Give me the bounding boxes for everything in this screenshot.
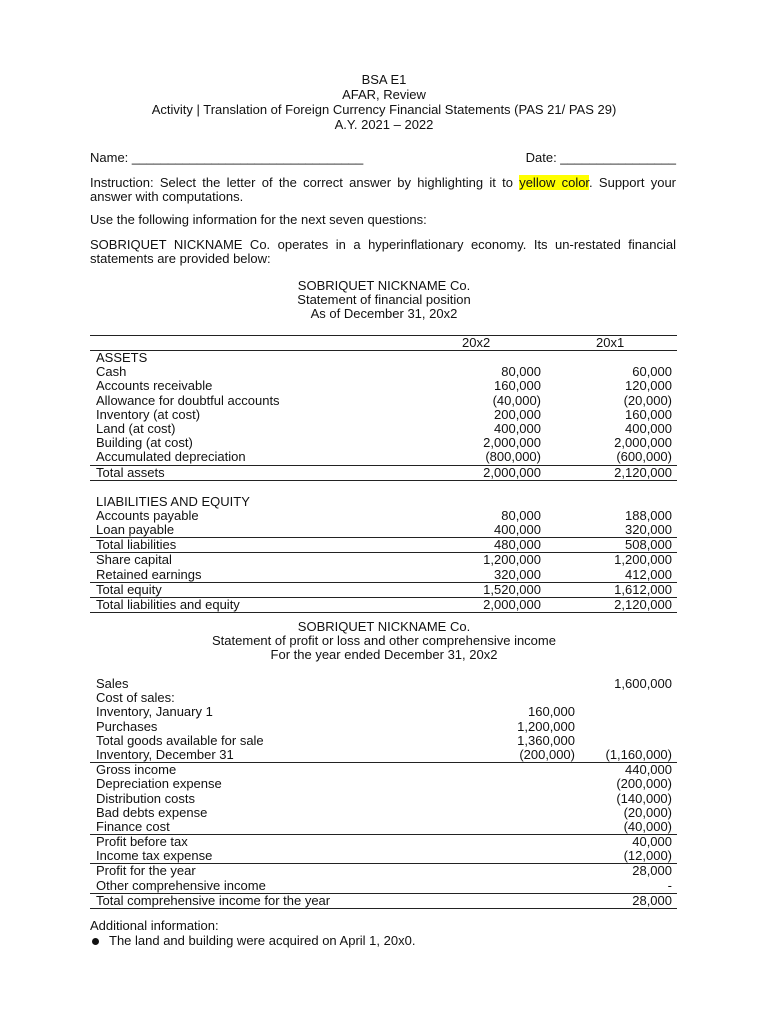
- row-label: Distribution costs: [96, 790, 195, 806]
- table-row: [90, 582, 677, 598]
- value-col1: 2,000,000: [483, 597, 541, 612]
- row-label: Total goods available for sale: [96, 732, 264, 748]
- table-row: [90, 677, 677, 691]
- sfp-date: As of December 31, 20x2: [310, 306, 458, 321]
- use-info-text: Use the following information for the next seven questions:: [90, 212, 427, 227]
- row-label: Share capital: [96, 552, 172, 568]
- value-col2: 1,200,000: [614, 552, 672, 568]
- table-row: [90, 792, 677, 806]
- value-col2: 1,600,000: [614, 676, 672, 691]
- value-col2: 120,000: [625, 378, 672, 394]
- table-row: [90, 394, 677, 408]
- table-row: [90, 523, 677, 537]
- table-row: [90, 465, 677, 481]
- value-col1: 80,000: [501, 507, 541, 523]
- liab-heading: LIABILITIES AND EQUITY: [96, 493, 250, 509]
- row-label: Allowance for doubtful accounts: [96, 392, 280, 408]
- name-date-row: [90, 151, 676, 165]
- table-row: [90, 777, 677, 791]
- table-row: [90, 408, 677, 422]
- value-col2: 188,000: [625, 507, 672, 523]
- table-row: [90, 864, 677, 878]
- value-col1: 480,000: [494, 537, 541, 553]
- row-label: Total comprehensive income for the year: [96, 892, 331, 908]
- row-label: Profit for the year: [96, 863, 196, 879]
- table-row: [90, 553, 677, 567]
- instruction: [90, 176, 676, 204]
- sfp-title: Statement of financial position: [297, 292, 471, 307]
- value-col2: (12,000): [623, 848, 672, 864]
- row-label: Building (at cost): [96, 435, 193, 451]
- value-col2: 412,000: [625, 566, 672, 582]
- table-row: [90, 422, 677, 436]
- table-row: [90, 379, 677, 393]
- value-col1: 200,000: [494, 406, 541, 422]
- pl-date: For the year ended December 31, 20x2: [270, 647, 498, 662]
- value-col2: 400,000: [625, 420, 672, 436]
- value-col1: 320,000: [494, 566, 541, 582]
- sfp-company: SOBRIQUET NICKNAME Co.: [297, 278, 471, 293]
- table-row: [90, 893, 677, 909]
- table-row: [90, 806, 677, 820]
- value-col2: (140,000): [616, 790, 672, 806]
- value-col1: 2,000,000: [483, 464, 541, 480]
- value-col1: 1,200,000: [517, 718, 575, 734]
- assets-heading: ASSETS: [96, 350, 148, 365]
- value-col2: 440,000: [625, 762, 672, 778]
- value-col1: (800,000): [485, 449, 541, 465]
- instruction-text-end: . Support your answer with computations.: [90, 175, 676, 204]
- table-row: [90, 820, 677, 835]
- row-label: Depreciation expense: [96, 776, 222, 792]
- financial-position-table: [90, 335, 677, 613]
- sfp-col-20x2: 20x2: [462, 335, 491, 350]
- row-label: Total assets: [96, 464, 165, 480]
- bullet-icon: [92, 938, 99, 945]
- value-col2: 1,612,000: [614, 581, 672, 597]
- value-col2: 320,000: [625, 522, 672, 538]
- value-col2: 2,000,000: [614, 435, 672, 451]
- row-label: Land (at cost): [96, 420, 176, 436]
- value-col1: (200,000): [519, 746, 575, 762]
- value-col2: (1,160,000): [605, 746, 672, 762]
- row-label: Cash: [96, 364, 127, 380]
- activity-title: Activity | Translation of Foreign Currency Financial Statements (PAS 21/ PAS 29): [151, 102, 617, 117]
- row-label: Gross income: [96, 762, 177, 778]
- sfp-col-20x1: 20x1: [596, 335, 625, 350]
- additional-heading: Additional information:: [90, 918, 219, 933]
- row-label: Total liabilities: [96, 537, 177, 553]
- table-row: [90, 436, 677, 450]
- table-row: [90, 705, 677, 719]
- value-col2: 2,120,000: [614, 597, 672, 612]
- liabilities-rows: [90, 509, 677, 613]
- sfp-title-block: [0, 279, 768, 321]
- value-col2: (20,000): [623, 804, 672, 820]
- course-subject: AFAR, Review: [342, 87, 426, 102]
- value-col1: 160,000: [494, 378, 541, 394]
- table-row: [90, 748, 677, 763]
- row-label: Accounts payable: [96, 507, 199, 523]
- date-field[interactable]: Date: ________________: [525, 150, 676, 165]
- table-row: [90, 598, 677, 613]
- value-col2: (600,000): [616, 449, 672, 465]
- value-col1: (40,000): [492, 392, 541, 408]
- value-col2: 2,120,000: [614, 464, 672, 480]
- value-col2: -: [667, 877, 672, 893]
- table-row: [90, 835, 677, 849]
- table-row: [90, 365, 677, 379]
- value-col2: 508,000: [625, 537, 672, 553]
- value-col1: 160,000: [528, 704, 575, 720]
- row-label: Sales: [96, 676, 129, 691]
- sfp-column-header: [90, 335, 677, 351]
- table-row: [90, 879, 677, 893]
- table-row: [90, 763, 677, 777]
- profit-loss-table: [90, 677, 677, 909]
- value-col2: (200,000): [616, 776, 672, 792]
- table-row: [90, 734, 677, 748]
- value-col1: 80,000: [501, 364, 541, 380]
- row-label: Inventory, January 1: [96, 704, 213, 720]
- row-label: Cost of sales:: [96, 690, 175, 706]
- value-col1: 2,000,000: [483, 435, 541, 451]
- row-label: Income tax expense: [96, 848, 213, 864]
- instruction-text: Instruction: Select the letter of the correct answer by highlighting it to: [90, 175, 520, 190]
- row-label: Accounts receivable: [96, 378, 213, 394]
- row-label: Purchases: [96, 718, 158, 734]
- bullet-text: The land and building were acquired on April 1, 20x0.: [109, 933, 416, 948]
- intro-paragraph: SOBRIQUET NICKNAME Co. operates in a hyperinflationary economy. Its un-restated financial statements are provided below:: [90, 237, 676, 266]
- value-col2: (40,000): [623, 818, 672, 834]
- course-code: BSA E1: [361, 72, 407, 87]
- row-label: Total liabilities and equity: [96, 597, 240, 612]
- table-row: [90, 720, 677, 734]
- row-label: Bad debts expense: [96, 804, 208, 820]
- row-label: Total equity: [96, 581, 162, 597]
- value-col1: 1,360,000: [517, 732, 575, 748]
- row-label: Loan payable: [96, 522, 175, 538]
- row-label: Inventory, December 31: [96, 746, 234, 762]
- academic-year: A.Y. 2021 – 2022: [334, 117, 434, 132]
- value-col2: (20,000): [623, 392, 672, 408]
- row-label: Profit before tax: [96, 834, 188, 850]
- table-row: [90, 450, 677, 464]
- assets-rows: [90, 365, 677, 481]
- name-field[interactable]: Name: ________________________________: [90, 150, 364, 165]
- pl-company: SOBRIQUET NICKNAME Co.: [297, 619, 471, 634]
- value-col2: 160,000: [625, 406, 672, 422]
- value-col1: 400,000: [494, 420, 541, 436]
- pl-title-block: [0, 620, 768, 662]
- row-label: Other comprehensive income: [96, 877, 266, 893]
- table-row: [90, 849, 677, 864]
- row-label: Finance cost: [96, 818, 170, 834]
- value-col2: 28,000: [632, 863, 672, 879]
- document-header: [0, 72, 768, 132]
- pl-title: Statement of profit or loss and other comprehensive income: [212, 633, 556, 648]
- section-gap: [90, 481, 677, 495]
- row-label: Accumulated depreciation: [96, 449, 246, 465]
- table-row: [90, 537, 677, 553]
- row-label: Retained earnings: [96, 566, 202, 582]
- bullet-item: [90, 934, 415, 948]
- value-col1: 1,200,000: [483, 552, 541, 568]
- value-col2: 60,000: [632, 364, 672, 380]
- value-col2: 40,000: [632, 834, 672, 850]
- liab-heading-row: [90, 495, 677, 509]
- table-row: [90, 568, 677, 582]
- assets-heading-row: [90, 351, 677, 365]
- table-row: [90, 691, 677, 705]
- table-row: [90, 509, 677, 523]
- value-col1: 1,520,000: [483, 581, 541, 597]
- row-label: Inventory (at cost): [96, 406, 201, 422]
- value-col1: 400,000: [494, 522, 541, 538]
- value-col2: 28,000: [632, 892, 672, 908]
- highlight-yellow: yellow color: [519, 175, 590, 190]
